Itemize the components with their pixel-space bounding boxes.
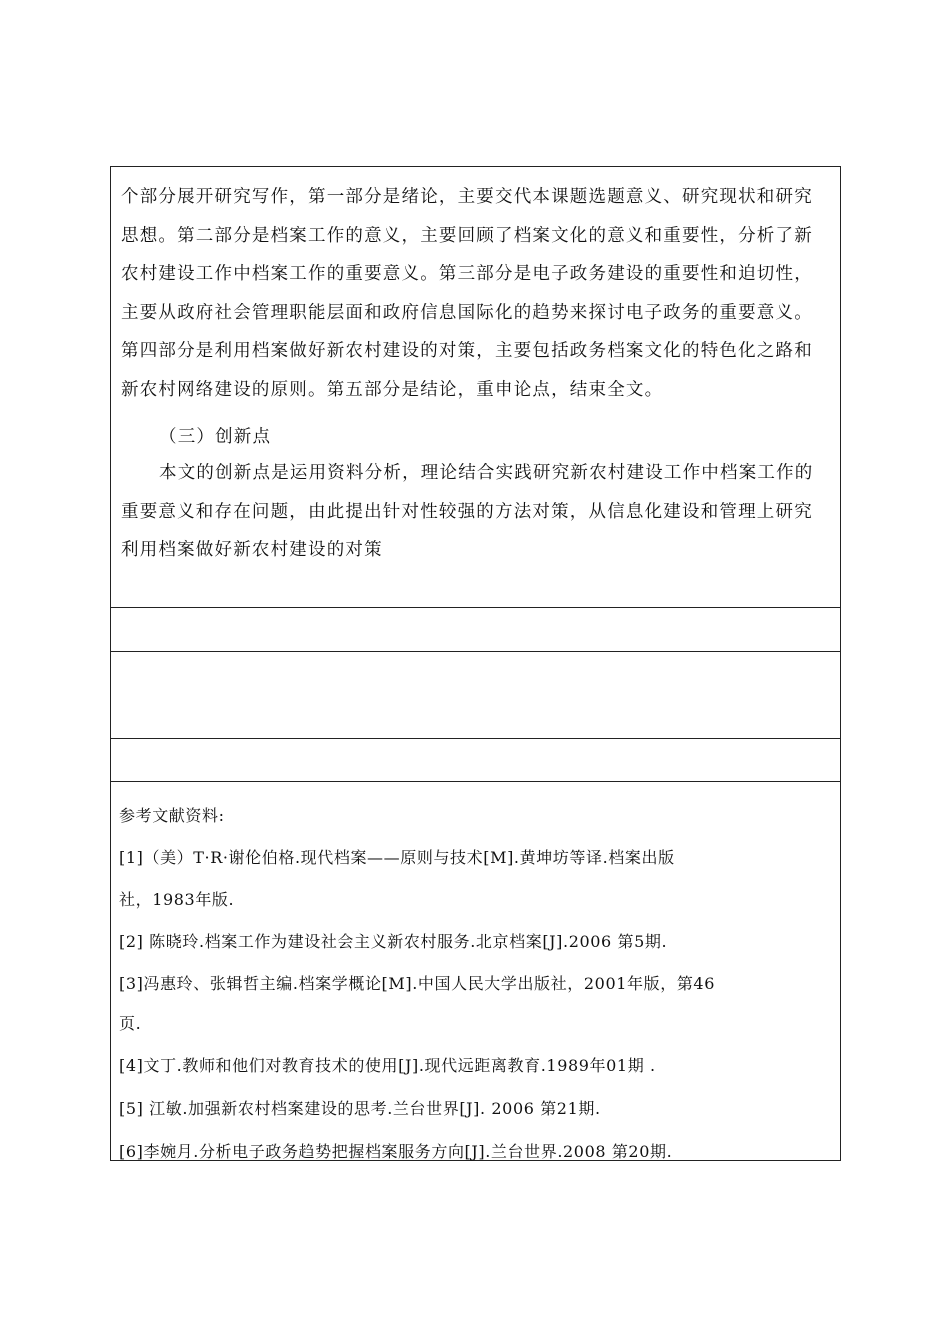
paragraph-line: 个部分展开研究写作，第一部分是绪论，主要交代本课题选题意义、研究现状和研究 (121, 187, 813, 207)
form-table (110, 166, 841, 1161)
paragraph-line: 本文的创新点是运用资料分析，理论结合实践研究新农村建设工作中档案工作的 (159, 463, 814, 483)
reference-entry: [3]冯惠玲、张辑哲主编.档案学概论[M].中国人民大学出版社，2001年版，第46 (119, 974, 715, 993)
paragraph-line: 主要从政府社会管理职能层面和政府信息国际化的趋势来探讨电子政务的重要意义。 (121, 302, 813, 323)
reference-entry: [1]（美）T·R·谢伦伯格.现代档案——原则与技术[M].黄坤坊等译.档案出版 (119, 848, 675, 867)
innovation-paragraph (121, 454, 832, 570)
paragraph-line: 重要意义和存在问题，由此提出针对性较强的方法对策，从信息化建设和管理上研究 (121, 501, 813, 522)
reference-entry: 页. (119, 1014, 142, 1033)
row-divider (111, 607, 840, 608)
paragraph-line: 农村建设工作中档案工作的重要意义。第三部分是电子政务建设的重要性和迫切性， (121, 264, 813, 284)
references-title: 参考文献资料: (119, 806, 225, 825)
row-divider (111, 738, 840, 739)
reference-entry: [5] 江敏.加强新农村档案建设的思考.兰台世界[J]. 2006 第21期. (119, 1099, 601, 1118)
innovation-heading: （三）创新点 (159, 427, 272, 447)
paragraph-line: 新农村网络建设的原则。第五部分是结论，重申论点，结束全文。 (121, 379, 664, 400)
paragraph-line: 第四部分是利用档案做好新农村建设的对策，主要包括政务档案文化的特色化之路和 (121, 341, 813, 361)
row-divider (111, 781, 840, 782)
paragraph-line: 思想。第二部分是档案工作的意义，主要回顾了档案文化的意义和重要性，分析了新 (121, 225, 813, 246)
reference-entry: [6]李婉月.分析电子政务趋势把握档案服务方向[J].兰台世界.2008 第20期. (119, 1142, 673, 1161)
reference-entry: [4]文丁.教师和他们对教育技术的使用[J].现代远距离教育.1989年01期 . (119, 1056, 656, 1075)
reference-entry: 社，1983年版. (119, 890, 235, 909)
paragraph-line: 利用档案做好新农村建设的对策 (121, 540, 383, 560)
row-divider (111, 651, 840, 652)
structure-paragraph (121, 178, 832, 409)
reference-entry: [2] 陈晓玲.档案工作为建设社会主义新农村服务.北京档案[J].2006 第5期. (119, 932, 668, 951)
